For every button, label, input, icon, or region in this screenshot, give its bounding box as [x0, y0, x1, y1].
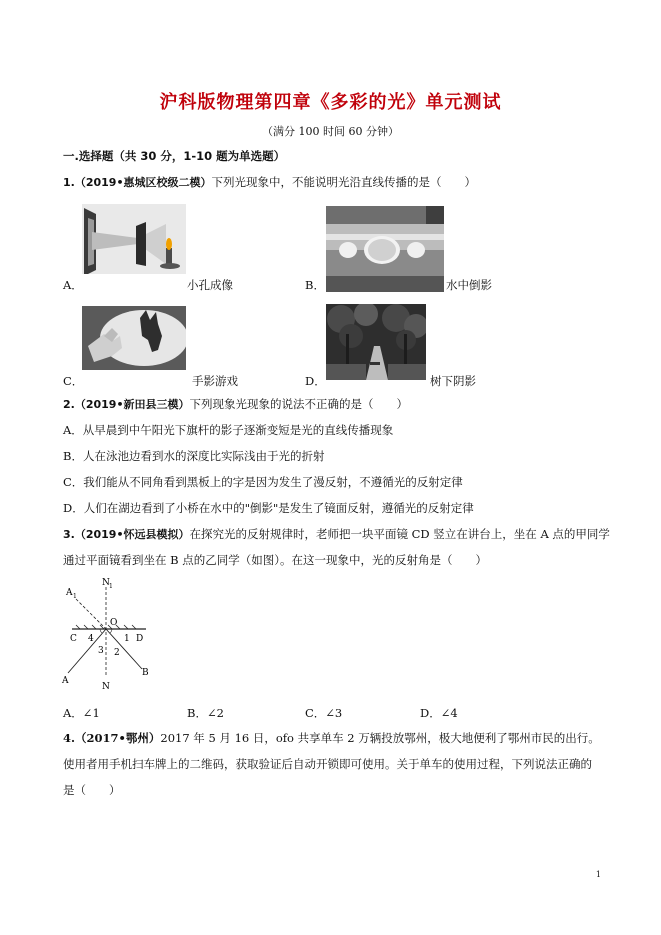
label-c: C: [70, 634, 77, 644]
label-a: A: [62, 676, 69, 686]
q3-option-c: C．∠3: [305, 706, 343, 720]
q1-option-a-letter: A．: [63, 278, 83, 292]
reflection-diagram: [58, 575, 158, 695]
q2-option-a: A．从早晨到中午阳光下旗杆的影子逐渐变短是光的直线传播现象: [63, 423, 394, 437]
label-n1-sub: 1: [109, 583, 113, 590]
bridge-reflection-picture: [326, 206, 444, 292]
question-1: [63, 174, 476, 191]
hand-shadow-picture: [82, 306, 186, 370]
label-d: D: [136, 634, 144, 644]
tree-shadow-picture: [326, 304, 426, 380]
label-n1: N: [102, 578, 110, 588]
label-a1-sub: 1: [73, 593, 77, 600]
q3-option-b: B．∠2: [187, 706, 224, 720]
question-1-source: 1.（2019•惠城区校级二模）: [63, 176, 212, 189]
label-n: N: [102, 682, 110, 692]
label-1: 1: [124, 634, 130, 644]
q3-option-d: D．∠4: [420, 706, 458, 720]
q1-option-b-caption: 水中倒影: [446, 278, 492, 292]
question-3-source: 3.（2019•怀远县模拟）: [63, 528, 190, 541]
q3-option-a: A．∠1: [63, 706, 100, 720]
q1-option-c-letter: C．: [63, 374, 84, 388]
q1-option-c-caption: 手影游戏: [192, 374, 238, 388]
question-4-stem: 2017 年 5 月 16 日，ofo 共享单车 2 万辆投放鄂州，极大地便利了鄂州市民的出行。使用者用手机扫车牌上的二维码，获取验证后自动开锁即可使用。关于单车的使用过程，下列说法正确的是（ ）: [63, 731, 600, 797]
q2-option-c: C．我们能从不同角看到黑板上的字是因为发生了漫反射，不遵循光的反射定律: [63, 475, 463, 489]
question-3-stem-line2: 通过平面镜看到坐在 B 点的乙同学（如图）。在这一现象中，光的反射角是（ ）: [63, 553, 488, 567]
question-1-stem: 下列光现象中，不能说明光沿直线传播的是（ ）: [211, 175, 476, 189]
question-2-stem: 下列现象光现象的说法不正确的是（ ）: [189, 397, 408, 411]
question-3-stem-line1: 在探究光的反射规律时，老师把一块平面镜 CD 竖立在讲台上，坐在 A 点的甲同学: [189, 527, 610, 541]
q2-option-d: D．人们在湖边看到了小桥在水中的"倒影"是发生了镜面反射，遵循光的反射定律: [63, 501, 474, 515]
question-2-source: 2.（2019•新田县三模）: [63, 398, 190, 411]
label-o: O: [110, 618, 118, 628]
label-4: 4: [88, 634, 94, 644]
question-4: [63, 725, 603, 803]
label-3: 3: [98, 646, 104, 656]
question-3: [63, 526, 610, 543]
question-4-source: 4.（2017•鄂州）: [63, 731, 161, 745]
q1-option-a-caption: 小孔成像: [187, 278, 233, 292]
page-subtitle: （满分 100 时间 60 分钟）: [262, 125, 399, 138]
q1-option-b-letter: B．: [305, 278, 325, 292]
page-number: 1: [595, 870, 601, 879]
label-a1: A: [66, 588, 73, 598]
label-b: B: [142, 668, 149, 678]
question-2: [63, 396, 408, 413]
page-title: 沪科版物理第四章《多彩的光》单元测试: [159, 92, 502, 113]
label-2: 2: [114, 648, 120, 658]
q1-option-d-caption: 树下阴影: [430, 374, 476, 388]
q2-option-b: B．人在泳池边看到水的深度比实际浅由于光的折射: [63, 449, 325, 463]
section-heading: 一.选择题（共 30 分，1-10 题为单选题）: [63, 149, 286, 163]
pinhole-imaging-picture: [82, 204, 186, 274]
q1-option-d-letter: D．: [305, 374, 326, 388]
